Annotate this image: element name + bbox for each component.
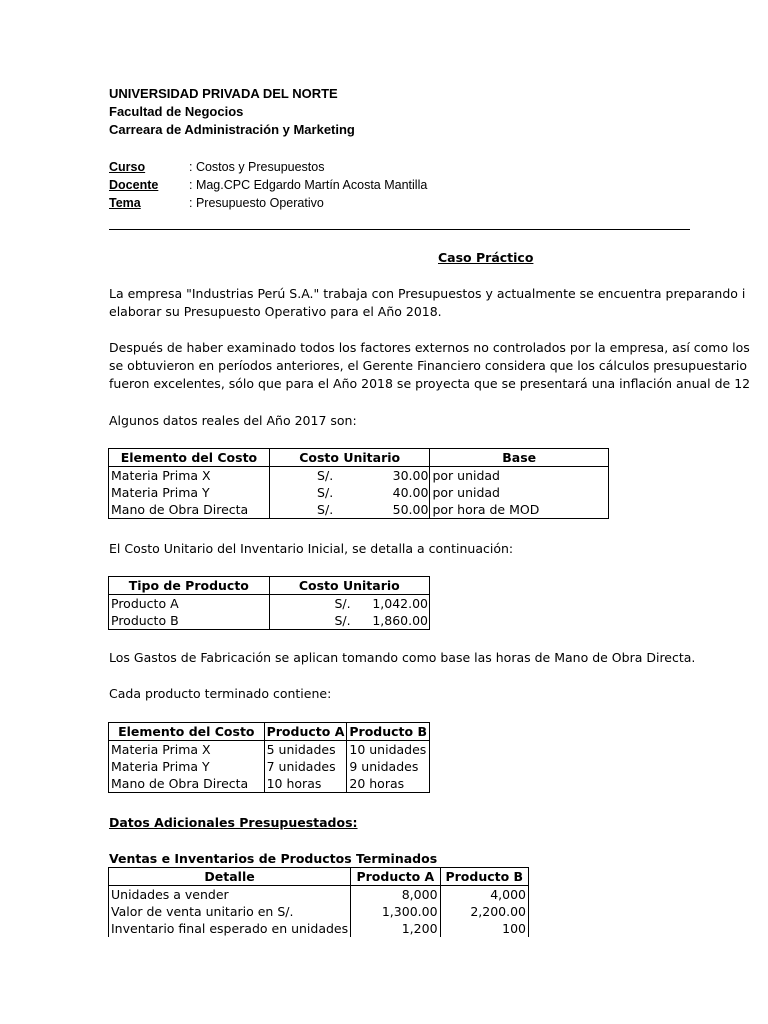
table1-cell-currency: S/. [269, 467, 337, 485]
table3-cell-b: 20 horas [347, 775, 430, 793]
curso-value: : Costos y Presupuestos [189, 160, 325, 174]
table4-cell-detail: Unidades a vender [109, 886, 351, 904]
table3-header-element: Elemento del Costo [109, 723, 265, 741]
table-row [109, 595, 430, 613]
paragraph-1-line-2: elaborar su Presupuesto Operativo para el Año 2018. [109, 304, 442, 319]
table4-cell-a: 8,000 [351, 886, 440, 904]
table4-cell-a: 1,200 [351, 920, 440, 937]
paragraph-2-line-2: se obtuvieron en períodos anteriores, el Gerente Financiero considera que los cálculos presupuestario [109, 358, 748, 373]
table1-cell-element: Materia Prima X [109, 467, 270, 485]
table2-cell-amount: 1,042.00 [355, 595, 430, 613]
table4-cell-detail: Valor de venta unitario en S/. [109, 903, 351, 920]
table-row [109, 903, 529, 920]
meta-tema [109, 196, 324, 210]
table1-cell-element: Materia Prima Y [109, 484, 270, 501]
header-divider [109, 229, 690, 230]
table1-cell-base: por unidad [430, 484, 609, 501]
table2-header-product: Tipo de Producto [109, 577, 270, 595]
table4-header-detail: Detalle [109, 868, 351, 886]
table2-cell-currency: S/. [269, 595, 355, 613]
paragraph-8: Ventas e Inventarios de Productos Terminados [109, 851, 438, 866]
paragraph-3: Algunos datos reales del Año 2017 son: [109, 413, 357, 428]
table-row [109, 467, 609, 485]
table1-cell-amount: 30.00 [337, 467, 430, 485]
table1-cell-base: por unidad [430, 467, 609, 485]
curso-label: Curso [109, 160, 146, 174]
table2-cell-currency: S/. [269, 612, 355, 630]
paragraph-5: Los Gastos de Fabricación se aplican tomando como base las horas de Mano de Obra Directa. [109, 650, 696, 665]
paragraph-7: Datos Adicionales Presupuestados: [109, 815, 358, 830]
table-componentes-producto [108, 722, 430, 793]
table-row [109, 501, 609, 519]
docente-value: : Mag.CPC Edgardo Martín Acosta Mantilla [189, 178, 428, 192]
table3-header-b: Producto B [347, 723, 430, 741]
table4-header-b: Producto B [440, 868, 528, 886]
table4-cell-b: 100 [440, 920, 528, 937]
table-ventas-inventarios [108, 867, 529, 937]
meta-docente [109, 178, 427, 192]
paragraph-2-line-1: Después de haber examinado todos los factores externos no controlados por la empresa, así como los [109, 340, 750, 355]
case-title: Caso Práctico [438, 250, 534, 265]
career-name: Carreara de Administración y Marketing [109, 122, 355, 137]
docente-label: Docente [109, 178, 159, 192]
paragraph-2-line-3: fueron excelentes, sólo que para el Año 2018 se proyecta que se presentará una inflación anual de 12 [109, 376, 751, 391]
table1-cell-element: Mano de Obra Directa [109, 501, 270, 519]
table4-cell-a: 1,300.00 [351, 903, 440, 920]
paragraph-4: El Costo Unitario del Inventario Inicial, se detalla a continuación: [109, 541, 514, 556]
table1-header-cost: Costo Unitario [269, 449, 430, 467]
table-inventario-inicial [108, 576, 430, 630]
table1-cell-currency: S/. [269, 501, 337, 519]
table4-cell-b: 4,000 [440, 886, 528, 904]
table3-cell-element: Mano de Obra Directa [109, 775, 265, 793]
table4-cell-b: 2,200.00 [440, 903, 528, 920]
paragraph-1-line-1: La empresa "Industrias Perú S.A." trabaja con Presupuestos y actualmente se encuentra preparando i [109, 286, 746, 301]
tema-label: Tema [109, 196, 141, 210]
tema-value: : Presupuesto Operativo [189, 196, 324, 210]
table2-cell-product: Producto A [109, 595, 270, 613]
table2-cell-amount: 1,860.00 [355, 612, 430, 630]
table-costos-2017 [108, 448, 609, 519]
table1-cell-currency: S/. [269, 484, 337, 501]
table1-cell-base: por hora de MOD [430, 501, 609, 519]
table3-cell-a: 5 unidades [264, 741, 347, 759]
table3-cell-element: Materia Prima X [109, 741, 265, 759]
table3-cell-b: 10 unidades [347, 741, 430, 759]
table3-header-a: Producto A [264, 723, 347, 741]
faculty-name: Facultad de Negocios [109, 104, 244, 119]
meta-curso [109, 160, 324, 174]
table3-cell-a: 10 horas [264, 775, 347, 793]
table-row [109, 920, 529, 937]
table1-cell-amount: 40.00 [337, 484, 430, 501]
table3-cell-element: Materia Prima Y [109, 758, 265, 775]
table2-header-cost: Costo Unitario [269, 577, 429, 595]
table-row [109, 612, 430, 630]
table4-header-a: Producto A [351, 868, 440, 886]
table3-cell-b: 9 unidades [347, 758, 430, 775]
table-row [109, 484, 609, 501]
table-row [109, 775, 430, 793]
table1-cell-amount: 50.00 [337, 501, 430, 519]
university-name: UNIVERSIDAD PRIVADA DEL NORTE [109, 86, 338, 101]
table2-cell-product: Producto B [109, 612, 270, 630]
table1-header-element: Elemento del Costo [109, 449, 270, 467]
table4-cell-detail: Inventario final esperado en unidades [109, 920, 351, 937]
paragraph-6: Cada producto terminado contiene: [109, 686, 332, 701]
table3-cell-a: 7 unidades [264, 758, 347, 775]
table-row [109, 886, 529, 904]
table1-header-base: Base [430, 449, 609, 467]
table-row [109, 758, 430, 775]
table-row [109, 741, 430, 759]
